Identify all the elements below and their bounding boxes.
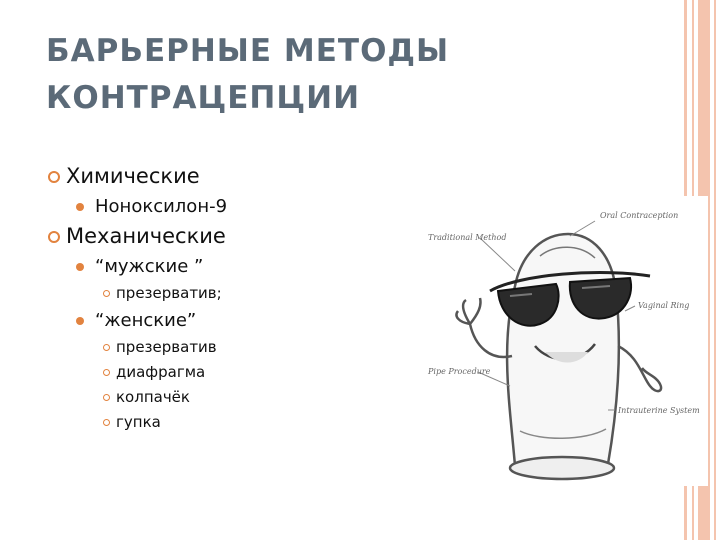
- list-item: [46, 336, 227, 361]
- condom-cartoon-illustration: [420, 196, 708, 486]
- item-text: Ноноксилон-9: [95, 196, 228, 217]
- label-traditional: Traditional Method: [428, 233, 507, 242]
- title-line-2: КОНТРАЦЕПЦИИ: [46, 80, 361, 116]
- list-item: [46, 361, 227, 386]
- item-text: презерватив: [116, 338, 217, 356]
- cartoon-drawing: [420, 196, 708, 486]
- label-intrauterine: Intrauterine System: [618, 406, 700, 415]
- slide-title: [46, 28, 646, 122]
- filled-bullet-icon: [76, 263, 84, 271]
- item-text: “женские”: [95, 310, 197, 331]
- bullet-list: [46, 162, 227, 436]
- item-text: Химические: [66, 164, 200, 188]
- title-line-1: БАРЬЕРНЫЕ МЕТОДЫ: [46, 33, 450, 69]
- item-text: Механические: [66, 224, 226, 248]
- left-lens: [498, 284, 559, 326]
- list-item: [46, 253, 227, 282]
- item-text: презерватив;: [116, 284, 222, 302]
- item-text: колпачёк: [116, 388, 190, 406]
- list-item: [46, 222, 227, 253]
- small-hollow-bullet-icon: [103, 419, 110, 426]
- small-hollow-bullet-icon: [103, 344, 110, 351]
- label-ring: Vaginal Ring: [638, 301, 690, 310]
- label-oral: Oral Contraception: [600, 211, 679, 220]
- item-text: диафрагма: [116, 363, 206, 381]
- filled-bullet-icon: [76, 317, 84, 325]
- character-ring: [510, 457, 614, 479]
- hollow-bullet-icon: [48, 231, 60, 243]
- right-arm: [618, 346, 661, 391]
- label-pipe: Pipe Procedure: [428, 367, 491, 376]
- small-hollow-bullet-icon: [103, 394, 110, 401]
- small-hollow-bullet-icon: [103, 369, 110, 376]
- list-item: [46, 386, 227, 411]
- stripe: [714, 0, 716, 540]
- hollow-bullet-icon: [48, 171, 60, 183]
- list-item: [46, 282, 227, 307]
- small-hollow-bullet-icon: [103, 290, 110, 297]
- list-item: [46, 411, 227, 436]
- list-item: [46, 307, 227, 336]
- list-item: [46, 162, 227, 193]
- item-text: гупка: [116, 413, 161, 431]
- list-item: [46, 193, 227, 222]
- item-text: “мужские ”: [95, 256, 204, 277]
- filled-bullet-icon: [76, 203, 84, 211]
